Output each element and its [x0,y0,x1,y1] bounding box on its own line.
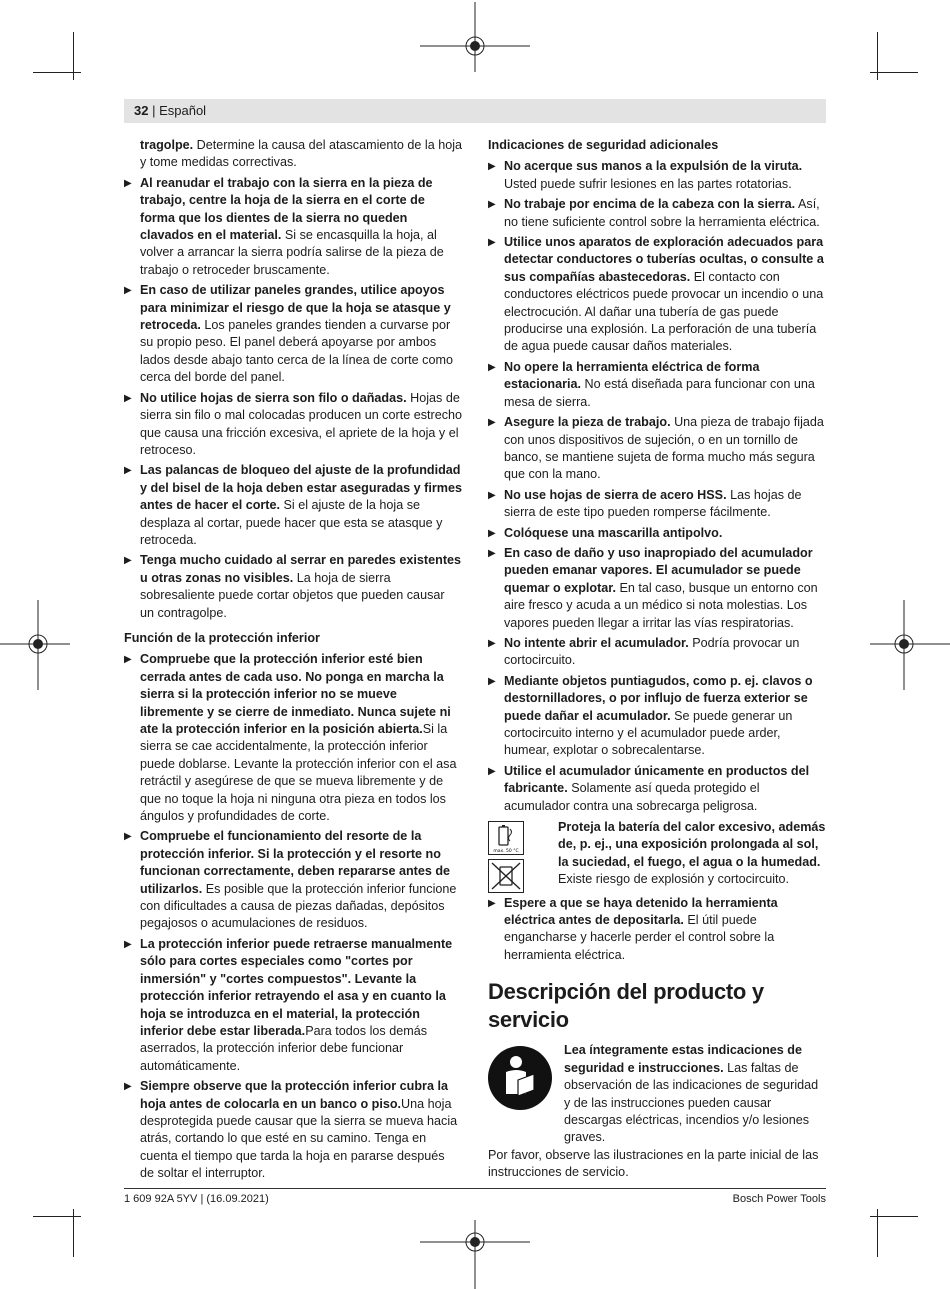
section-name: Español [159,103,207,118]
bullet-arrow-icon: ▶ [488,489,496,501]
bullet-arrow-icon: ▶ [488,675,496,687]
bullet-arrow-icon: ▶ [488,765,496,777]
document-number: 1 609 92A 5YV | (16.09.2021) [124,1193,269,1205]
right-column [488,137,826,1182]
battery-heat-warning-icon [488,821,524,855]
bullet-arrow-icon: ▶ [488,637,496,649]
list-item: ▶ Siempre observe que la protección inferior cubra la hoja antes de colocarla en un banco o piso.Una hoja desprotegida puede causar que la sierra se mueva hacia atrás, cortando lo que esté en su camino. Tenga en cuenta el tiempo que tarda la hoja en pararse después de soltar el interruptor. [124,1079,458,1181]
registration-target-icon [420,2,530,72]
page-header [124,99,826,123]
footer-divider [124,1188,826,1189]
bullet-arrow-icon: ▶ [124,285,132,297]
bullet-arrow-icon: ▶ [488,897,496,909]
crop-mark [33,72,81,73]
bullet-arrow-icon: ▶ [488,161,496,173]
bullet-arrow-icon: ▶ [124,465,132,477]
list-item: ▶ No trabaje por encima de la cabeza con la sierra. Así, no tiene suficiente control sobre la herramienta eléctrica. [488,197,820,229]
bullet-arrow-icon: ▶ [124,831,132,843]
brand-footer: Bosch Power Tools [732,1193,826,1205]
list-item: ▶ No acerque sus manos a la expulsión de la viruta. Usted puede sufrir lesiones en las partes rotatorias. [488,159,803,191]
list-item: ▶ Utilice el acumulador únicamente en productos del fabricante. Solamente así queda protegido el acumulador contra una sobrecarga peligrosa. [488,763,810,813]
list-item: ▶ La protección inferior puede retraerse manualmente sólo para cortes especiales como "cortes por inmersión" y "cortes compuestos". Levante la protección inferior retrayendo el asa y en cuanto la hoja se introduzca en el material, la protección inferior debe estar liberada.Para todos los demás aserrados, la protección inferior debe funcionar automáticamente. [124,936,453,1073]
read-manual-icon [488,1046,552,1110]
battery-warning: max. 50 °C Proteja la batería del calor excesivo, además de, p. ej., una exposición prolongada al sol, la suciedad, el fuego, el agua o la humedad. Existe riesgo de explosión y cortocircuito. [488,819,826,889]
bullet-arrow-icon: ▶ [124,555,132,567]
left-column [124,137,462,1186]
list-item: ▶ Compruebe que la protección inferior esté bien cerrada antes de cada uso. No ponga en marcha la sierra si la protección inferior no se mueve libremente y se cierre de inmediato. Nunca sujete ni ate la protección inferior en la posición abierta.Si la sierra se cae accidentalmente, la protección inferior puede doblarse. Levante la protección inferior con el asa retráctil y asegúrese de que se mueva libremente y de que no toque la hoja ni ninguna otra pieza en todos los ángulos y profundidades de corte. [124,652,457,824]
crop-mark [870,72,918,73]
bullet-arrow-icon: ▶ [124,392,132,404]
list-item: ▶ Las palancas de bloqueo del ajuste de la profundidad y del bisel de la hoja deben estar aseguradas y firmes antes de hacer el corte. Si el ajuste de la hoja se desplaza al cortar, puede hacer que esta se atasque y retroceda. [124,463,462,547]
bullet-arrow-icon: ▶ [488,547,496,559]
battery-no-fire-water-icon [488,859,524,893]
list-item: ▶ No use hojas de sierra de acero HSS. Las hojas de sierra de este tipo pueden romperse fácilmente. [488,487,802,520]
registration-target-icon [420,1220,530,1289]
list-item: ▶ Colóquese una mascarilla antipolvo. [488,525,826,542]
bullet-arrow-icon: ▶ [488,527,496,539]
list-item: ▶ Mediante objetos puntiagudos, como p. ej. clavos o destornilladores, o por influjo de fuerza exterior se puede dañar el acumulador. Se puede generar un cortocircuito interno y el acumulador puede arder, humear, explotar o sobrecalentarse. [488,673,813,758]
bullet-arrow-icon: ▶ [124,177,132,189]
list-item: ▶ No utilice hojas de sierra son filo o dañadas. Hojas de sierra sin filo o mal colocadas producen un corte estrecho que causa una fricción excesiva, el apriete de la hoja y el retroceso. [124,390,463,457]
bullet-arrow-icon: ▶ [488,199,496,211]
crop-mark [870,1216,918,1217]
subheading: Función de la protección inferior [124,630,320,645]
bullet-arrow-icon: ▶ [124,654,132,666]
list-item: ▶ No intente abrir el acumulador. Podría provocar un cortocircuito. [488,635,800,668]
list-item: ▶ Tenga mucho cuidado al serrar en paredes existentes u otras zonas no visibles. La hoja de sierra sobresaliente puede cortar objetos que pueden causar un contragolpe. [124,553,462,620]
list-item: ▶ En caso de daño y uso inapropiado del acumulador pueden emanar vapores. El acumulador se puede quemar o explotar. En tal caso, busque un entorno con aire fresco y acuda a un médico si nota molestias. Los vapores pueden llegar a irritar las vías respiratorias. [488,545,818,630]
bullet-arrow-icon: ▶ [488,361,496,373]
list-item: ▶ Al reanudar el trabajo con la sierra en la pieza de trabajo, centre la hoja de la sierra en el corte de forma que los dientes de la sierra no queden clavados en el material. Si se encasquilla la hoja, al volver a arrancar la sierra podría salirse de la pieza de trabajo o retroceder bruscamente. [124,175,444,277]
icon-temperature-label: max. 50 °C [493,849,519,855]
crop-mark [33,1216,81,1217]
list-item: ▶ Asegure la pieza de trabajo. Una pieza de trabajo fijada con unos dispositivos de sujeción, o en un tornillo de banco, se mantiene sujeta de forma mucho más segura que con la mano. [488,415,824,482]
list-item: ▶ Compruebe el funcionamiento del resorte de la protección inferior. Si la protección y el resorte no funcionan correctamente, deben repararse antes de utilizarlos. Es posible que la protección inferior funcione con dificultades a causa de piezas dañadas, depósitos pegajosos o acumulaciones de residuos. [124,829,457,931]
page-number: 32 [134,103,149,118]
list-item: ▶ Espere a que se haya detenido la herramienta eléctrica antes de depositarla. El útil puede engancharse y hacerle perder el control sobre la herramienta eléctrica. [488,895,778,962]
list-item: ▶ En caso de utilizar paneles grandes, utilice apoyos para minimizar el riesgo de que la hoja se atasque y retroceda. Los paneles grandes tienden a curvarse por su propio peso. El panel deberá apoyarse por ambos lados desde abajo tanto cerca de la línea de corte como cerca del borde del panel. [124,283,453,385]
section-heading: Descripción del producto y servicio [488,979,764,1033]
registration-target-icon [870,600,950,690]
read-instructions-note: Lea íntegramente estas indicaciones de seguridad e instrucciones. Las faltas de observación de las indicaciones de seguridad y de las instrucciones pueden causar descargas eléctricas, incendios y/o lesiones graves. [488,1042,826,1146]
bullet-arrow-icon: ▶ [488,417,496,429]
bullet-arrow-icon: ▶ [488,237,496,249]
registration-target-icon [0,600,70,690]
bullet-arrow-icon: ▶ [124,938,132,950]
list-item: ▶ Utilice unos aparatos de exploración adecuados para detectar conductores o tuberías ocultas, o consulte a sus compañías abastecedoras. El contacto con conductores eléctricos puede provocar un incendio o una electrocución. Al dañar una tubería de gas puede producirse una explosión. La perforación de una tubería de agua puede causar daños materiales. [488,235,824,354]
header-separator: | [148,103,160,118]
paragraph-continuation: tragolpe. Determine la causa del atascamiento de la hoja y tome medidas correctivas. [140,138,463,170]
bullet-arrow-icon: ▶ [124,1081,132,1093]
final-paragraph: Por favor, observe las ilustraciones en la parte inicial de las instrucciones de servicio. [488,1147,819,1180]
list-item: ▶ No opere la herramienta eléctrica de forma estacionaria. No está diseñada para funcionar con una mesa de sierra. [488,359,815,409]
subheading: Indicaciones de seguridad adicionales [488,138,719,152]
